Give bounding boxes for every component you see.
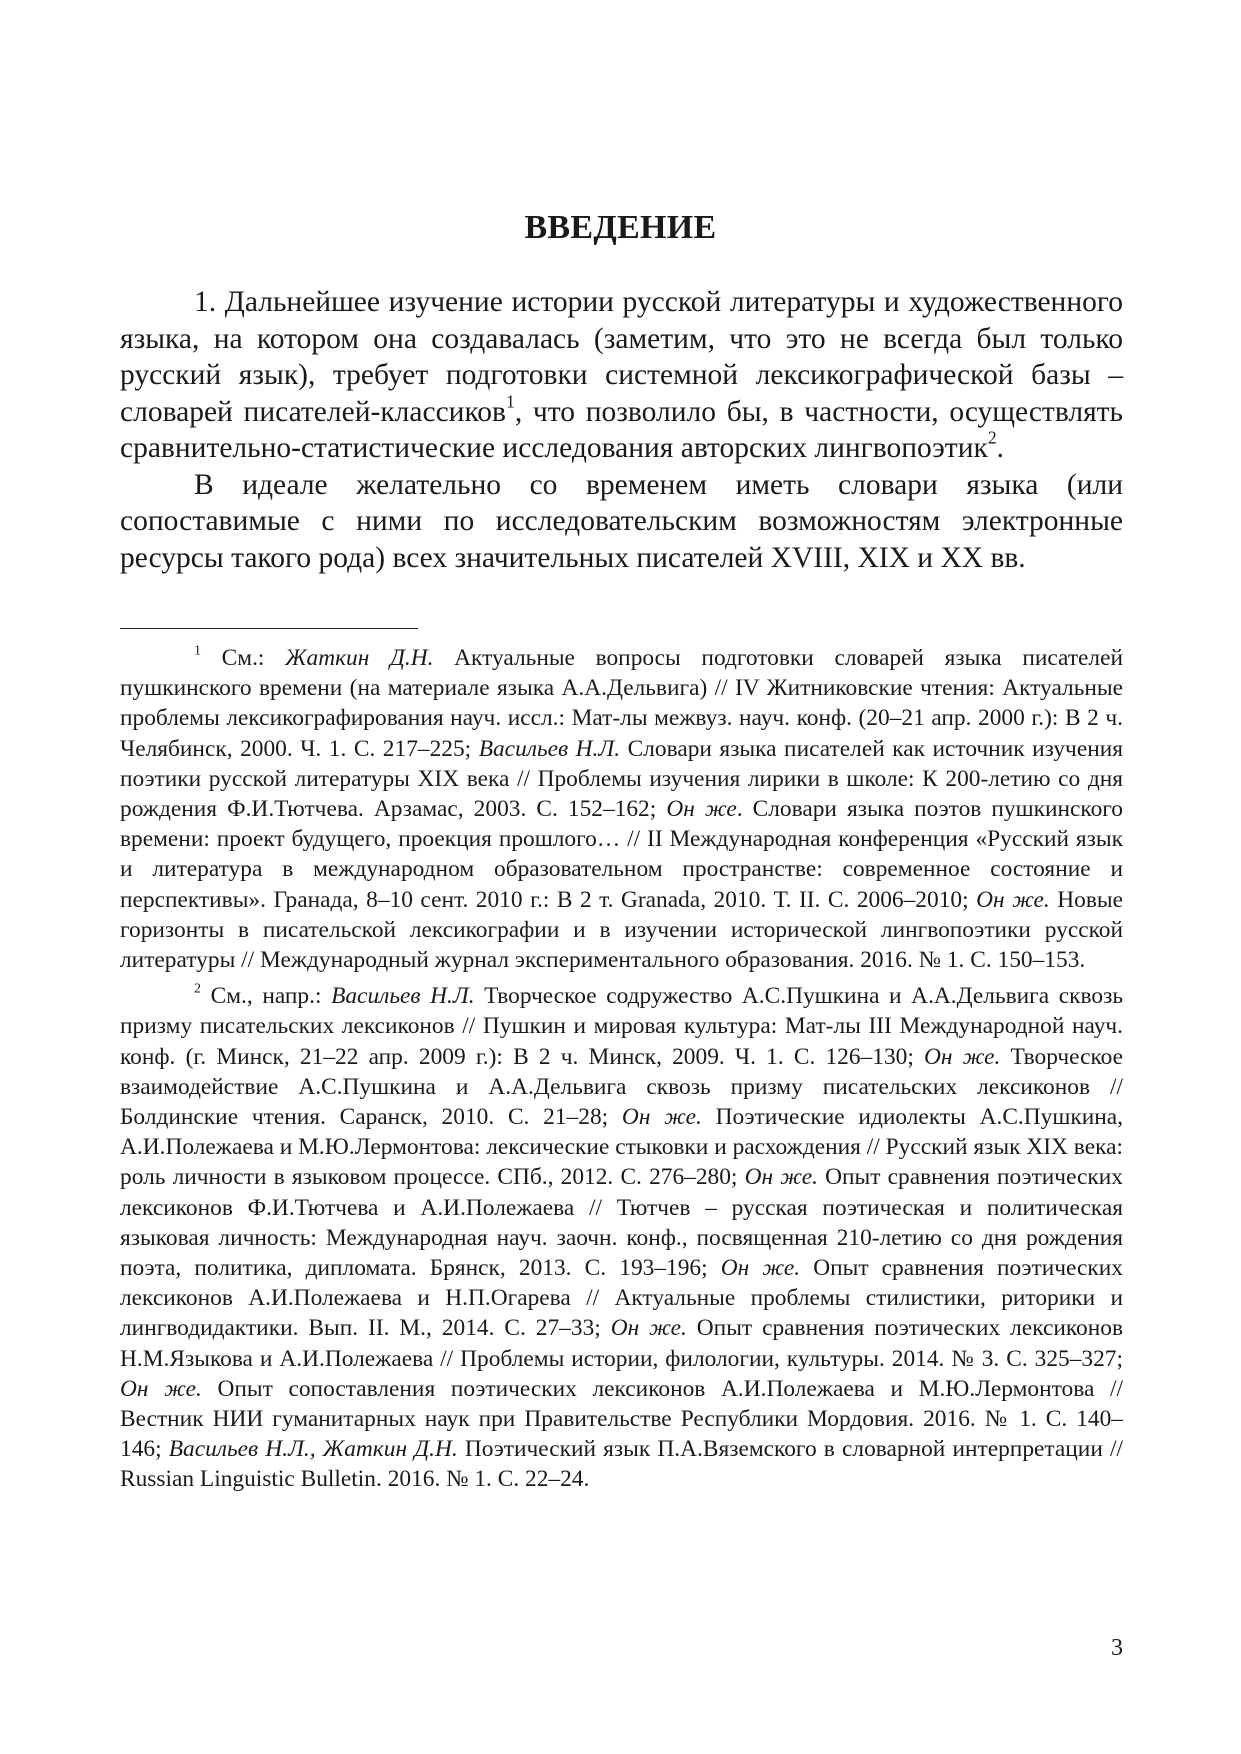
footnote-2-author: Он же. — [120, 1375, 202, 1402]
footnote-1-author: Жаткин Д.Н. — [285, 645, 434, 671]
footnote-2-author: Васильев Н.Л. — [331, 983, 475, 1010]
footnote-1-text: Актуальные вопросы подготовки словарей языка писателей пушкинского времени (на материале языка А.А.Дельвига) // IV Житниковские чтения: Актуальные проблемы лексикографирования науч. иссл.: Мат-лы межвуз. науч. конф. (20–21 апр. 2000 г.): В 2 ч. Челябинск, 2000. Ч. 1. С. 217–225; — [120, 645, 1123, 762]
footnote-1-author: Он же — [666, 796, 737, 823]
footnote-1-text: Словари языка писателей как источник изучения поэтики русской литературы XIX века // Проблемы изучения лирики в школе: К 200-летию со дня рождения Ф.И.Тютчева. Арзамас, 2003. С. 152–162; — [120, 735, 1123, 823]
footnote-2-text: Творческое содружество А.С.Пушкина и А.А.Дельвига сквозь призму писательских лексиконов // Пушкин и мировая культура: Мат-лы III Международной науч. конф. (г. Минск, 21–22 апр. 2009 г.): В 2 ч. Минск, 2009. Ч. 1. С. 126–130; — [120, 983, 1123, 1070]
footnote-1-text: См.: — [201, 645, 286, 671]
paragraph-1 — [120, 284, 1123, 467]
footnote-2-author: Он же. — [744, 1164, 818, 1191]
footnote-1-number: 1 — [194, 642, 202, 659]
footnote-ref-1: 1 — [505, 391, 515, 412]
footnote-2 — [120, 981, 1123, 1494]
page-title: ВВЕДЕНИЕ — [524, 209, 717, 246]
footnote-2-text: Поэтический язык П.А.Вяземского в словарной интерпретации // Russian Linguistic Bulletin. 2016. № 1. С. 22–24. — [120, 1436, 1123, 1493]
footnote-2-author: Он же. — [610, 1315, 687, 1342]
paragraph-1-text-c: . — [996, 432, 1005, 464]
footnote-1-author: Он же. — [976, 886, 1050, 913]
page-number: 3 — [1111, 1635, 1123, 1661]
main-text — [120, 284, 1123, 576]
paragraph-2: В идеале желательно со временем иметь словари языка (или сопоставимые с ними по исследовательским возможностям электронные ресурсы такого рода) всех значительных писателей XVIII, XIX и XX вв. — [120, 468, 1123, 574]
footnote-1-text: Новые горизонты в писательской лексикографии и в изучении исторической лингвопоэтики русской литературы // Международный журнал экспериментального образования. 2016. № 1. С. 150–153. — [120, 886, 1124, 974]
footnote-2-text: См., напр.: — [201, 983, 332, 1010]
footnote-2-text: Опыт сравнения поэтических лексиконов Н.М.Языкова и А.И.Полежаева // Проблемы истории, филологии, культуры. 2014. № 3. С. 325–327; — [120, 1315, 1123, 1372]
footnote-2-author: Он же. — [621, 1104, 702, 1131]
footnote-2-text: Опыт сопоставления поэтических лексиконов А.И.Полежаева и М.Ю.Лермонтова // Вестник НИИ гуманитарных наук при Правительстве Республики Мордовия. 2016. № 1. С. 140–146; — [120, 1375, 1123, 1463]
footnote-2-text: Опыт сравнения поэтических лексиконов Ф.И.Тютчева и А.И.Полежаева // Тютчев – русская поэтическая и политическая языковая личность: Международная науч. заочн. конф., посвященная 210-летию со дня рождения поэта, политика, дипломата. Брянск, 2013. С. 193–196; — [120, 1164, 1123, 1282]
footnote-ref-2: 2 — [987, 427, 997, 448]
footnote-2-author: Он же. — [924, 1043, 1001, 1070]
footnote-2-text: Опыт сравнения поэтических лексиконов А.И.Полежаева и Н.П.Огарева // Актуальные проблемы стилистики, риторики и лингводидактики. Вып. II. М., 2014. С. 27–33; — [120, 1255, 1123, 1342]
footnote-2-text: Творческое взаимодействие А.С.Пушкина и А.А.Дельвига сквозь призму писательских лексиконов // Болдинские чтения. Саранск, 2010. С. 21–28; — [120, 1043, 1124, 1131]
footnote-2-text: Поэтические идиолекты А.С.Пушкина, А.И.Полежаева и М.Ю.Лермонтова: лексические стыковки и расхождения // Русский язык XIX века: роль личности в языковом процессе. СПб., 2012. С. 276–280; — [120, 1104, 1123, 1191]
footnote-1-author: Васильев Н.Л. — [478, 735, 621, 762]
footnote-1 — [120, 643, 1123, 975]
footnote-2-author: Васильев Н.Л., Жаткин Д.Н. — [168, 1436, 458, 1463]
paragraph-1-text-b: , что позволило бы, в частности, осуществлять сравнительно-статистические исследования авторских лингвопоэтик — [120, 395, 1123, 464]
footnote-2-author: Он же. — [720, 1255, 801, 1282]
footnote-1-text: . Словари языка поэтов пушкинского времени: проект будущего, проекция прошлого… // II Международная конференция «Русский язык и литература в международном образовательном пространстве: современное состояние и перспективы». Гранада, 8–10 сент. 2010 г.: В 2 т. Granada, 2010. Т. II. С. 2006–2010; — [120, 796, 1123, 913]
footnote-2-number: 2 — [194, 980, 202, 997]
footnote-separator — [120, 628, 418, 629]
paragraph-1-text-a: 1. Дальнейшее изучение истории русской литературы и художественного языка, на котором она создавалась (заметим, что это не всегда был только русский язык), требует подготовки системной лексикографической базы – словарей писателей-классиков — [120, 286, 1123, 428]
footnotes — [120, 643, 1123, 1495]
